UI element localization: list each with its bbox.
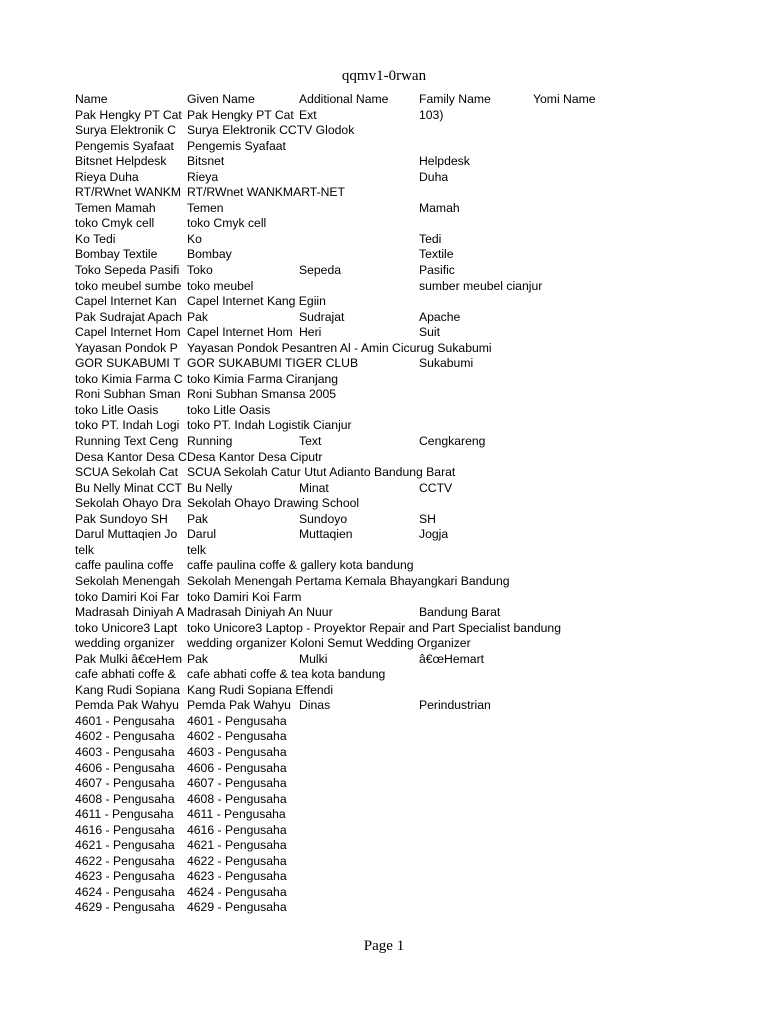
column-header-yomi-name: Yomi Name bbox=[533, 92, 596, 106]
table-row bbox=[75, 652, 715, 668]
given-name-cell: 4623 - Pengusaha bbox=[187, 869, 287, 884]
name-cell: 4621 - Pengusaha bbox=[75, 838, 175, 853]
given-name-cell: GOR SUKABUMI TIGER CLUB bbox=[187, 356, 359, 371]
additional-name-cell: Sudrajat bbox=[299, 309, 345, 324]
family-name-cell: Pasific bbox=[419, 263, 455, 278]
table-row bbox=[75, 854, 715, 870]
name-cell: RT/RWnet WANKM bbox=[75, 185, 182, 200]
additional-name-cell: Muttaqien bbox=[299, 527, 353, 542]
given-name-cell: 4611 - Pengusaha bbox=[187, 807, 286, 822]
given-name-cell: toko Cmyk cell bbox=[187, 216, 267, 231]
name-cell: 4608 - Pengusaha bbox=[75, 791, 175, 806]
given-name-cell: cafe abhati coffe & tea kota bandung bbox=[187, 667, 386, 682]
given-name-cell: Pak bbox=[187, 651, 209, 666]
given-name-cell: Rieya bbox=[187, 169, 219, 184]
name-cell: 4607 - Pengusaha bbox=[75, 776, 175, 791]
name-cell: cafe abhati coffe & bbox=[75, 667, 176, 682]
given-name-cell: Surya Elektronik CCTV Glodok bbox=[187, 123, 355, 138]
given-name-cell: 4601 - Pengusaha bbox=[187, 713, 287, 728]
given-name-cell: 4603 - Pengusaha bbox=[187, 744, 287, 759]
table-row bbox=[75, 341, 715, 357]
table-row bbox=[75, 418, 715, 434]
name-cell: 4602 - Pengusaha bbox=[75, 729, 175, 744]
family-name-cell: Bandung Barat bbox=[419, 605, 501, 620]
table-row bbox=[75, 776, 715, 792]
family-name-cell: 103) bbox=[419, 107, 444, 122]
name-cell: SCUA Sekolah Cat bbox=[75, 465, 178, 480]
additional-name-cell: Mulki bbox=[299, 651, 328, 666]
name-cell: 4603 - Pengusaha bbox=[75, 744, 175, 759]
name-cell: Kang Rudi Sopiana bbox=[75, 682, 181, 697]
name-cell: Pak Sudrajat Apach bbox=[75, 309, 183, 324]
given-name-cell: Yayasan Pondok Pesantren Al - Amin Cicurug Sukabumi bbox=[187, 340, 492, 355]
name-cell: Sekolah Menengah bbox=[75, 573, 181, 588]
given-name-cell: toko Litle Oasis bbox=[187, 402, 271, 417]
table-row bbox=[75, 310, 715, 326]
table-row bbox=[75, 869, 715, 885]
table-row bbox=[75, 698, 715, 714]
name-cell: Ko Tedi bbox=[75, 231, 116, 246]
table-row bbox=[75, 667, 715, 683]
name-cell: Toko Sepeda Pasifi bbox=[75, 263, 180, 278]
table-row bbox=[75, 590, 715, 606]
table-row bbox=[75, 838, 715, 854]
table-row bbox=[75, 496, 715, 512]
family-name-cell: Duha bbox=[419, 169, 449, 184]
table-row bbox=[75, 279, 715, 295]
table-row bbox=[75, 170, 715, 186]
given-name-cell: Pak bbox=[187, 309, 209, 324]
name-cell: Bu Nelly Minat CCT bbox=[75, 480, 183, 495]
table-row bbox=[75, 714, 715, 730]
name-cell: 4624 - Pengusaha bbox=[75, 884, 175, 899]
name-cell: Pak Sundoyo SH bbox=[75, 511, 168, 526]
table-row bbox=[75, 745, 715, 761]
column-header-name: Name bbox=[75, 92, 108, 106]
family-name-cell: Jogja bbox=[419, 527, 449, 542]
name-cell: Pak Mulki â€œHem bbox=[75, 651, 183, 666]
table-row bbox=[75, 154, 715, 170]
given-name-cell: 4621 - Pengusaha bbox=[187, 838, 287, 853]
given-name-cell: caffe paulina coffe & gallery kota bandung bbox=[187, 558, 414, 573]
name-cell: GOR SUKABUMI T bbox=[75, 356, 181, 371]
table-body bbox=[75, 108, 715, 916]
name-cell: Bombay Textile bbox=[75, 247, 158, 262]
additional-name-cell: Minat bbox=[299, 480, 329, 495]
given-name-cell: wedding organizer Koloni Semut Wedding Organizer bbox=[187, 636, 471, 651]
given-name-cell: toko PT. Indah Logistik Cianjur bbox=[187, 418, 352, 433]
table-row bbox=[75, 512, 715, 528]
name-cell: 4611 - Pengusaha bbox=[75, 807, 174, 822]
table-row bbox=[75, 185, 715, 201]
name-cell: 4622 - Pengusaha bbox=[75, 853, 175, 868]
table-row bbox=[75, 123, 715, 139]
table-row bbox=[75, 434, 715, 450]
name-cell: 4629 - Pengusaha bbox=[75, 900, 175, 915]
column-header-given-name: Given Name bbox=[187, 92, 255, 106]
given-name-cell: toko Kimia Farma Ciranjang bbox=[187, 371, 339, 386]
additional-name-cell: Sepeda bbox=[299, 263, 342, 278]
table-row bbox=[75, 247, 715, 263]
family-name-cell: SH bbox=[419, 511, 436, 526]
given-name-cell: Pak bbox=[187, 511, 209, 526]
table-row bbox=[75, 761, 715, 777]
name-cell: toko Cmyk cell bbox=[75, 216, 155, 231]
name-cell: Pak Hengky PT Cat bbox=[75, 107, 182, 122]
table-row bbox=[75, 527, 715, 543]
given-name-cell: Temen bbox=[187, 200, 224, 215]
family-name-cell: Perindustrian bbox=[419, 698, 491, 713]
given-name-cell: Kang Rudi Sopiana Effendi bbox=[187, 682, 334, 697]
given-name-cell: 4629 - Pengusaha bbox=[187, 900, 287, 915]
table-row bbox=[75, 232, 715, 248]
page-title: qqmv1-0rwan bbox=[341, 68, 427, 84]
table-row bbox=[75, 450, 715, 466]
name-cell: toko meubel sumbe bbox=[75, 278, 182, 293]
name-cell: Sekolah Ohayo Dra bbox=[75, 496, 182, 511]
table-row bbox=[75, 543, 715, 559]
additional-name-cell: Ext bbox=[299, 107, 317, 122]
given-name-cell: Capel Internet Kang Egiin bbox=[187, 294, 326, 309]
name-cell: Madrasah Diniyah A bbox=[75, 605, 185, 620]
table-row bbox=[75, 139, 715, 155]
name-cell: toko Unicore3 Lapt bbox=[75, 620, 178, 635]
given-name-cell: Bu Nelly bbox=[187, 480, 233, 495]
given-name-cell: Capel Internet Hom bbox=[187, 325, 293, 340]
name-cell: Pemda Pak Wahyu bbox=[75, 698, 179, 713]
column-header-additional-name: Additional Name bbox=[299, 92, 389, 106]
given-name-cell: 4602 - Pengusaha bbox=[187, 729, 287, 744]
name-cell: 4623 - Pengusaha bbox=[75, 869, 175, 884]
family-name-cell: sumber meubel cianjur bbox=[419, 278, 543, 293]
table-row bbox=[75, 605, 715, 621]
family-name-cell: Suit bbox=[419, 325, 441, 340]
family-name-cell: CCTV bbox=[419, 480, 453, 495]
given-name-cell: toko meubel bbox=[187, 278, 254, 293]
name-cell: caffe paulina coffe bbox=[75, 558, 174, 573]
name-cell: telk bbox=[75, 542, 94, 557]
given-name-cell: 4624 - Pengusaha bbox=[187, 884, 287, 899]
name-cell: toko Damiri Koi Far bbox=[75, 589, 180, 604]
table-row bbox=[75, 729, 715, 745]
given-name-cell: RT/RWnet WANKMART-NET bbox=[187, 185, 346, 200]
given-name-cell: Toko bbox=[187, 263, 213, 278]
family-name-cell: Sukabumi bbox=[419, 356, 474, 371]
name-cell: Running Text Ceng bbox=[75, 434, 179, 449]
given-name-cell: Pemda Pak Wahyu bbox=[187, 698, 291, 713]
given-name-cell: SCUA Sekolah Catur Utut Adianto Bandung Barat bbox=[187, 465, 456, 480]
additional-name-cell: Heri bbox=[299, 325, 322, 340]
family-name-cell: Textile bbox=[419, 247, 454, 262]
name-cell: Capel Internet Kan bbox=[75, 294, 177, 309]
name-cell: Darul Muttaqien Jo bbox=[75, 527, 178, 542]
given-name-cell: Running bbox=[187, 434, 233, 449]
given-name-cell: Roni Subhan Smansa 2005 bbox=[187, 387, 337, 402]
table-row bbox=[75, 201, 715, 217]
family-name-cell: â€œHemart bbox=[419, 651, 485, 666]
name-cell: Roni Subhan Sman bbox=[75, 387, 181, 402]
given-name-cell: Sekolah Menengah Pertama Kemala Bhayangkari Bandung bbox=[187, 573, 510, 588]
table-row bbox=[75, 574, 715, 590]
table-row bbox=[75, 683, 715, 699]
table-row bbox=[75, 481, 715, 497]
additional-name-cell: Text bbox=[299, 434, 322, 449]
name-cell: Rieya Duha bbox=[75, 169, 139, 184]
given-name-cell: Bombay bbox=[187, 247, 232, 262]
given-name-cell: 4608 - Pengusaha bbox=[187, 791, 287, 806]
family-name-cell: Helpdesk bbox=[419, 154, 470, 169]
table-row bbox=[75, 885, 715, 901]
given-name-cell: Bitsnet bbox=[187, 154, 225, 169]
family-name-cell: Apache bbox=[419, 309, 461, 324]
name-cell: Capel Internet Hom bbox=[75, 325, 181, 340]
given-name-cell: Madrasah Diniyah An Nuur bbox=[187, 605, 333, 620]
name-cell: Yayasan Pondok P bbox=[75, 340, 178, 355]
table-row bbox=[75, 465, 715, 481]
name-cell: toko Kimia Farma C bbox=[75, 371, 183, 386]
table-row bbox=[75, 356, 715, 372]
name-cell: Desa Kantor Desa C bbox=[75, 449, 187, 464]
table-row bbox=[75, 900, 715, 916]
name-cell: 4606 - Pengusaha bbox=[75, 760, 175, 775]
name-cell: Bitsnet Helpdesk bbox=[75, 154, 167, 169]
table-row bbox=[75, 807, 715, 823]
given-name-cell: Sekolah Ohayo Drawing School bbox=[187, 496, 360, 511]
table-row bbox=[75, 621, 715, 637]
family-name-cell: Tedi bbox=[419, 231, 442, 246]
header-row bbox=[75, 92, 715, 108]
given-name-cell: Ko bbox=[187, 231, 202, 246]
name-cell: 4616 - Pengusaha bbox=[75, 822, 175, 837]
table-row bbox=[75, 558, 715, 574]
given-name-cell: 4607 - Pengusaha bbox=[187, 776, 287, 791]
table-row bbox=[75, 403, 715, 419]
page-number: Page 1 bbox=[363, 938, 405, 954]
name-cell: 4601 - Pengusaha bbox=[75, 713, 175, 728]
name-cell: Surya Elektronik C bbox=[75, 123, 176, 138]
table-row bbox=[75, 636, 715, 652]
table-row bbox=[75, 108, 715, 124]
table-row bbox=[75, 372, 715, 388]
given-name-cell: toko Damiri Koi Farm bbox=[187, 589, 302, 604]
name-cell: toko PT. Indah Logi bbox=[75, 418, 180, 433]
column-header-family-name: Family Name bbox=[419, 92, 491, 106]
table-row bbox=[75, 325, 715, 341]
given-name-cell: telk bbox=[187, 542, 206, 557]
name-cell: toko Litle Oasis bbox=[75, 402, 159, 417]
given-name-cell: 4606 - Pengusaha bbox=[187, 760, 287, 775]
additional-name-cell: Sundoyo bbox=[299, 511, 348, 526]
additional-name-cell: Dinas bbox=[299, 698, 331, 713]
table-row bbox=[75, 823, 715, 839]
table-row bbox=[75, 294, 715, 310]
given-name-cell: toko Unicore3 Laptop - Proyektor Repair and Part Specialist bandung bbox=[187, 620, 561, 635]
name-cell: Pengemis Syafaat bbox=[75, 138, 174, 153]
given-name-cell: Pak Hengky PT Cat bbox=[187, 107, 294, 122]
name-cell: wedding organizer bbox=[75, 636, 175, 651]
given-name-cell: Desa Kantor Desa Ciputr bbox=[187, 449, 323, 464]
family-name-cell: Mamah bbox=[419, 200, 460, 215]
given-name-cell: 4622 - Pengusaha bbox=[187, 853, 287, 868]
given-name-cell: Pengemis Syafaat bbox=[187, 138, 286, 153]
given-name-cell: Darul bbox=[187, 527, 217, 542]
family-name-cell: Cengkareng bbox=[419, 434, 486, 449]
table-row bbox=[75, 387, 715, 403]
given-name-cell: 4616 - Pengusaha bbox=[187, 822, 287, 837]
spreadsheet-table bbox=[75, 92, 715, 916]
name-cell: Temen Mamah bbox=[75, 200, 156, 215]
table-row bbox=[75, 792, 715, 808]
table-row bbox=[75, 216, 715, 232]
table-row bbox=[75, 263, 715, 279]
